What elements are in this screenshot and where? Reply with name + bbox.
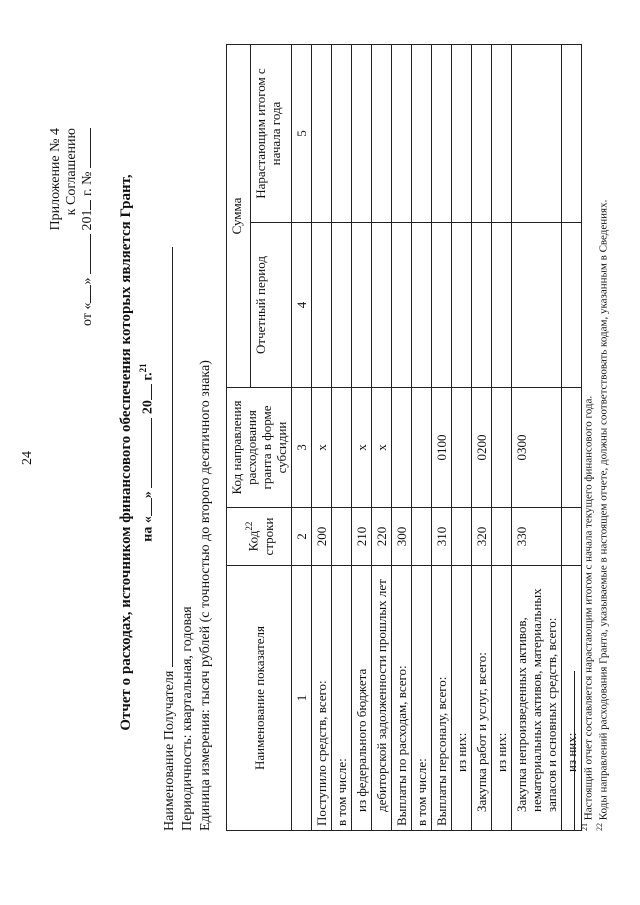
row-name-cell: в том числе:: [332, 566, 352, 831]
table-row: [432, 45, 452, 831]
row-code-cell: 220: [372, 508, 392, 566]
row-cumulative-value-cell: [452, 45, 472, 223]
row-code-cell: [412, 508, 432, 566]
report-title: Отчет о расходах, источником финансового обеспечения которых является Грант,: [118, 174, 134, 731]
column-number-row: [292, 45, 312, 831]
table-header-row: [227, 45, 251, 831]
row-direction-cell: [562, 388, 582, 508]
column-number-cell: 4: [292, 223, 312, 388]
row-period-value-cell: [412, 223, 432, 388]
row-name-cell: в том числе:: [412, 566, 432, 831]
row-period-value-cell: [452, 223, 472, 388]
annex-line2: к Соглашению: [64, 128, 79, 216]
table-row: [412, 45, 432, 831]
row-cumulative-value-cell: [492, 45, 512, 223]
table-row: [562, 45, 582, 831]
header-period: Отчетный период: [250, 223, 291, 388]
row-direction-cell: [392, 388, 412, 508]
row-period-value-cell: [352, 223, 372, 388]
row-name-cell: из них:: [562, 566, 582, 831]
header-code: Код$^{22}$ строки: [227, 508, 292, 566]
page-number: 24: [20, 451, 35, 465]
row-period-value-cell: [562, 223, 582, 388]
unit-label: Единица измерения: тысяч рублей (с точностью до второго десятичного знака): [198, 360, 213, 831]
row-period-value-cell: [332, 223, 352, 388]
row-period-value-cell: [432, 223, 452, 388]
row-direction-cell: 0100: [432, 388, 452, 508]
row-name-cell: Выплаты по расходам, всего:: [392, 566, 412, 831]
expense-report-table: [226, 44, 582, 831]
column-number-cell: 5: [292, 45, 312, 223]
row-name-cell: Поступило средств, всего:: [312, 566, 332, 831]
table-row: [312, 45, 332, 831]
row-code-cell: [332, 508, 352, 566]
row-cumulative-value-cell: [332, 45, 352, 223]
row-direction-cell: 0200: [472, 388, 492, 508]
row-cumulative-value-cell: [412, 45, 432, 223]
column-number-cell: 3: [292, 388, 312, 508]
header-cumulative: Нарастающим итогом с начала года: [250, 45, 291, 223]
row-cumulative-value-cell: [372, 45, 392, 223]
row-name-cell: из федерального бюджета: [352, 566, 372, 831]
row-cumulative-value-cell: [562, 45, 582, 223]
annex-date: от «» 201 г. №: [80, 128, 96, 326]
row-direction-cell: [332, 388, 352, 508]
row-code-cell: [492, 508, 512, 566]
row-code-cell: 330: [512, 508, 562, 566]
column-number-cell: 2: [292, 508, 312, 566]
table-row: [472, 45, 492, 831]
row-period-value-cell: [312, 223, 332, 388]
row-period-value-cell: [512, 223, 562, 388]
table-row: [392, 45, 412, 831]
row-code-cell: 300: [392, 508, 412, 566]
table-row: [452, 45, 472, 831]
row-direction-cell: 0300: [512, 388, 562, 508]
footnote-21: $^{21}$ Настоящий отчет составляется нарастающим итогом с начала текущего финансового года.: [580, 395, 595, 831]
row-cumulative-value-cell: [472, 45, 492, 223]
row-cumulative-value-cell: [312, 45, 332, 223]
row-cumulative-value-cell: [512, 45, 562, 223]
row-code-cell: 310: [432, 508, 452, 566]
row-code-cell: 210: [352, 508, 372, 566]
table-row: [492, 45, 512, 831]
table-row: [352, 45, 372, 831]
periodicity-label: Периодичность: квартальная, годовая: [180, 606, 195, 831]
row-cumulative-value-cell: [392, 45, 412, 223]
row-period-value-cell: [392, 223, 412, 388]
annex-line1: Приложение № 4: [48, 128, 63, 231]
row-name-cell: из них:: [452, 566, 472, 831]
row-cumulative-value-cell: [432, 45, 452, 223]
row-code-cell: [562, 508, 582, 566]
annex-header: [48, 128, 96, 326]
row-name-cell: Закупка работ и услуг, всего:: [472, 566, 492, 831]
table-row: [332, 45, 352, 831]
footnote-separator: [574, 671, 575, 831]
footnote-22: $^{22}$ Коды направлений расходования Гранта, указываемые в настоящем отчете, должны соответствовать кодам, указанным в Сведениях.: [595, 199, 610, 831]
row-direction-cell: x: [352, 388, 372, 508]
row-code-cell: 320: [472, 508, 492, 566]
row-name-cell: Закупка непроизведенных активов, нематериальных активов, материальных запасов и основных средств, всего:: [512, 566, 562, 831]
row-code-cell: [452, 508, 472, 566]
row-cumulative-value-cell: [352, 45, 372, 223]
row-name-cell: из них:: [492, 566, 512, 831]
table-row: [372, 45, 392, 831]
header-direction: Код направления расходования гранта в форме субсидии: [227, 388, 292, 508]
header-name: Наименование показателя: [227, 566, 292, 831]
recipient-label: Наименование Получателя: [162, 247, 178, 831]
row-direction-cell: [452, 388, 472, 508]
row-period-value-cell: [492, 223, 512, 388]
column-number-cell: 1: [292, 566, 312, 831]
table-row: [512, 45, 562, 831]
row-direction-cell: x: [372, 388, 392, 508]
row-period-value-cell: [372, 223, 392, 388]
header-sum: Сумма: [227, 45, 251, 388]
row-direction-cell: [412, 388, 432, 508]
row-code-cell: 200: [312, 508, 332, 566]
row-direction-cell: x: [312, 388, 332, 508]
row-period-value-cell: [472, 223, 492, 388]
row-name-cell: дебиторской задолженности прошлых лет: [372, 566, 392, 831]
row-direction-cell: [492, 388, 512, 508]
report-subtitle: на «» 20 г.$^{21}$: [138, 363, 156, 542]
row-name-cell: Выплаты персоналу, всего:: [432, 566, 452, 831]
